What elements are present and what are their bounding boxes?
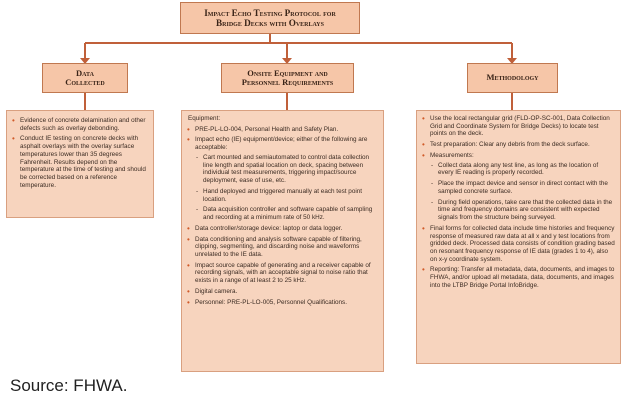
list-item: • Final forms for collected data include time histories and frequency response of measured raw data at all x and y test locations from gridded deck. Processed data consists of condition grading based on resonant frequency response of IE data (grades 1 to 4), also on x-y coordinate system. [420,225,615,264]
sub-list-item: - Place the impact device and sensor in direct contact with the sampled concrete surface. [430,180,615,195]
list-item: • Personnel: PRE-PL-LO-005, Personnel Qualifications. [185,299,378,307]
data-collected-list [10,117,148,190]
list-item [420,152,615,222]
methodology-list [420,115,615,290]
equipment-label: Equipment: [188,115,221,122]
sub-list-item: - During field operations, take care that the collected data in the time and frequency domains are consistent with expected signals from the structure being surveyed. [430,199,615,222]
list-item-text: Measurements: [430,151,474,159]
source-caption: Source: FHWA. [10,376,128,395]
list-item: • Reporting: Transfer all metadata, data, documents, and images to FHWA, and/or upload all metadata, data, documents, and images into the LTBP Bridge Portal InfoBridge. [420,266,615,289]
sub-list [195,154,378,222]
onsite-header-line-1: Onsite Equipment and [247,67,328,78]
onsite-header [221,63,354,93]
data-collected-header-line-2: Collected [65,77,105,87]
title-line-1: Impact Echo Testing Protocol for [204,7,336,18]
list-item: • Digital camera. [185,288,378,296]
diagram-title [180,2,360,34]
title-line-2: Bridge Decks with Overlays [216,18,324,28]
list-item: • Use the local rectangular grid (FLD-OP-SC-001, Data Collection Grid and Coordinate System for Bridge Decks) to locate test points on the deck. [420,115,615,138]
list-item: • Test preparation: Clear any debris from the deck surface. [420,141,615,149]
onsite-box [181,110,384,372]
sub-list-item: - Hand deployed and triggered manually at each test point location. [195,188,378,203]
onsite-list [185,126,378,307]
data-collected-box [6,110,154,218]
methodology-header-text: Methodology [486,72,539,83]
data-collected-header [42,63,128,93]
list-item: • Data controller/storage device: laptop or data logger. [185,225,378,233]
data-collected-header-line-1: Data [76,67,94,78]
methodology-box [416,110,621,364]
sub-list-item: - Data acquisition controller and software capable of sampling and recording at a minimum rate of 50 kHz. [195,206,378,221]
list-item: • Evidence of concrete delamination and other defects such as overlay debonding. [10,117,148,132]
sub-list [430,162,615,222]
list-item: • Data conditioning and analysis software capable of filtering, clipping, segmenting, and discarding noise and waveforms unrelated to the IE data. [185,236,378,259]
sub-list-item: - Cart mounted and semiautomated to control data collection line length and spatial location on deck, spacing between individual test measurements, triggering impact/source deployment, ease of use, etc. [195,154,378,185]
methodology-header [467,63,558,93]
list-item: • Impact source capable of generating and a receiver capable of recording signals, with an acceptable signal to noise ratio that exists in a range of at least 2 to 25 kHz. [185,262,378,285]
list-item: • PRE-PL-LO-004, Personal Health and Safety Plan. [185,126,378,134]
list-item-text: Impact echo (IE) equipment/device; either of the following are acceptable: [195,136,368,152]
onsite-header-line-2: Personnel Requirements [241,77,334,87]
sub-list-item: - Collect data along any test line, as long as the location of every IE reading is properly recorded. [430,162,615,177]
list-item [185,136,378,221]
list-item: • Conduct IE testing on concrete decks with asphalt overlays with the overlay surface temperatures lower than 35 degrees Fahrenheit. Results depend on the temperature at the time of testing and should be corrected based on a reference temperature. [10,135,148,189]
